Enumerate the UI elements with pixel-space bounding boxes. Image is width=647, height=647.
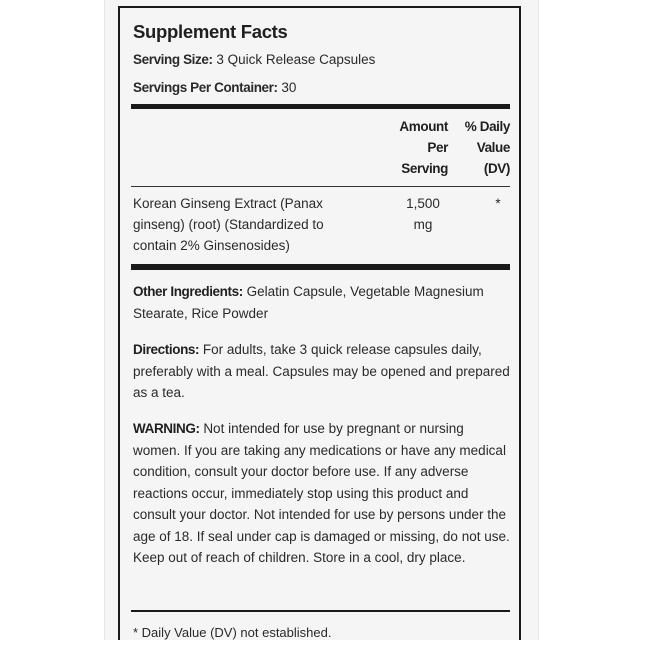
amount-header-line: Amount [399,119,448,134]
warning-label: WARNING: [133,421,200,436]
facts-title: Supplement Facts [133,21,288,42]
directions-text: For adults, take 3 quick release capsules daily, preferably with a meal. Capsules may be opened and prepared as a tea. [133,342,510,400]
amount-header-line: Per [427,140,448,155]
other-ingredients-text: Gelatin Capsule, Vegetable Magnesium Stearate, Rice Powder [133,284,484,321]
serving-size-row [133,52,375,67]
thin-rule [131,186,510,187]
label-panel [104,0,539,640]
supplement-facts-box [118,6,521,640]
ingredient-amount [398,193,448,235]
amount-line: 1,500 [406,196,440,211]
dv-header-line: Value [476,140,510,155]
dv-header-line: (DV) [483,161,510,176]
ingredient-line: Korean Ginseng Extract (Panax [133,196,323,211]
other-ingredients-label: Other Ingredients: [133,284,243,299]
servings-value: 30 [281,80,297,95]
ingredient-line: ginseng) (root) (Standardized to [133,217,324,232]
thick-rule-1 [131,104,510,109]
footer-rule [131,610,510,612]
footnote: * Daily Value (DV) not established. [133,625,332,640]
amount-header [382,116,448,179]
thick-rule-2 [131,264,510,270]
servings-label: Servings Per Container: [133,80,278,95]
serving-size-label: Serving Size: [133,52,213,67]
other-ingredients [133,281,513,324]
ingredient-line: contain 2% Ginsenosides) [133,238,290,253]
dv-header [450,116,510,179]
ingredient-dv: * [495,196,501,211]
directions [133,339,513,404]
left-margin [0,0,104,647]
directions-label: Directions: [133,342,200,357]
serving-size-value: 3 Quick Release Capsules [216,52,376,67]
warning [133,418,513,569]
dv-header-line: % Daily [464,119,510,134]
amount-header-line: Serving [401,161,448,176]
warning-text: Not intended for use by pregnant or nursing women. If you are taking any medications or have any medical condition, consult your doctor before use. If any adverse reactions occur, immediately stop using this product and consult your doctor. Not intended for use by persons under the age of 18. If seal under cap is damaged or missing, do not use. Keep out of reach of children. Store in a cool, dry place. [133,421,510,565]
amount-line: mg [413,217,433,232]
ingredient-name [133,193,373,256]
servings-row [133,80,296,95]
right-margin [537,0,647,647]
